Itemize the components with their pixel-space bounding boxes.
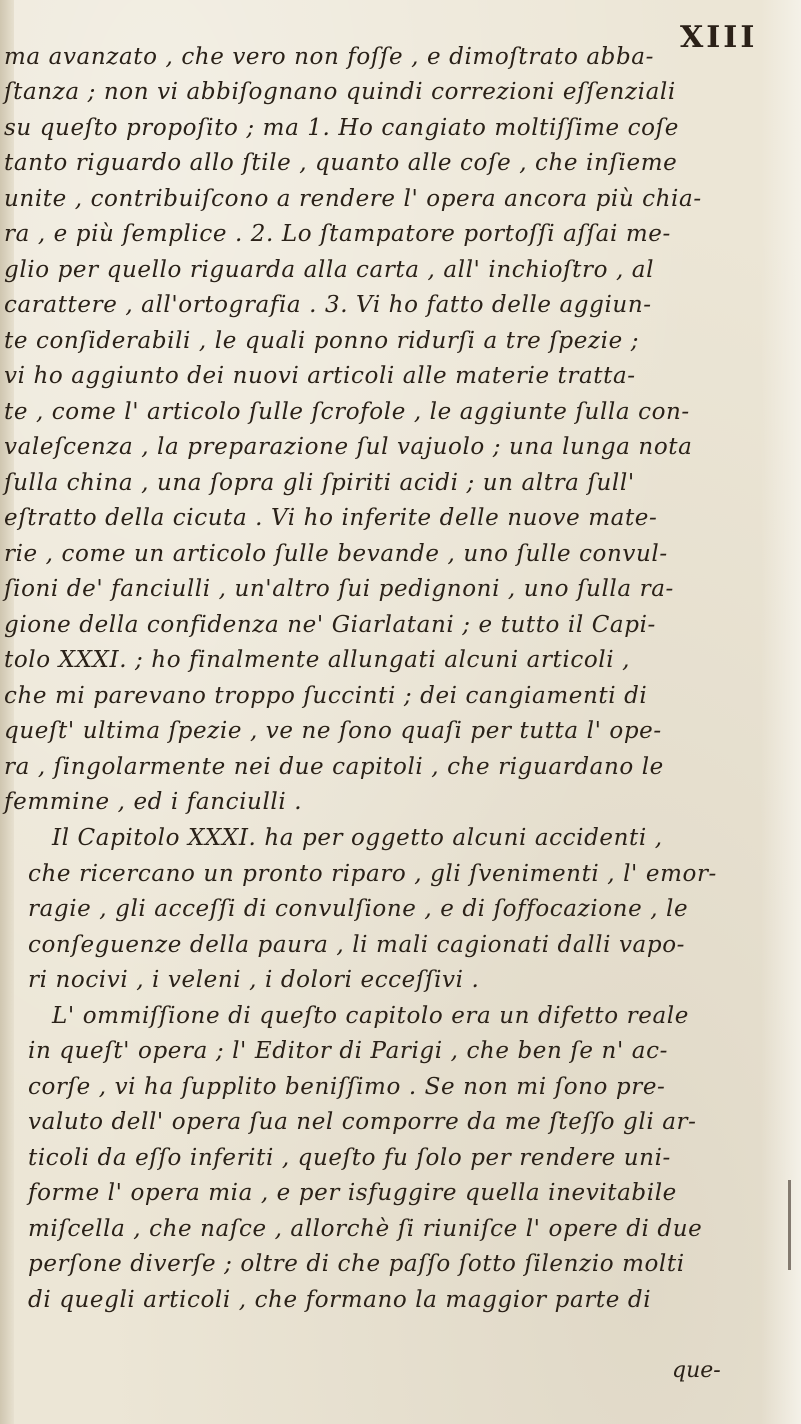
text-line: vi ho aggiunto dei nuovi articoli alle materie tratta- — [4, 363, 636, 389]
text-line: ſioni de' fanciulli , un'altro ſui pedignoni , uno ſulla ra- — [4, 576, 674, 602]
text-line: che mi parevano troppo ſuccinti ; dei cangiamenti di — [4, 683, 648, 709]
text-line: di quegli articoli , che formano la maggior parte di — [28, 1287, 652, 1313]
text-line: eſtratto della cicuta . Vi ho inferite delle nuove mate- — [4, 505, 658, 531]
paragraph-start-line: L' ommiſſione di queſto capitolo era un difetto reale — [52, 1003, 689, 1029]
text-line: ſtanza ; non vi abbiſognano quindi correzioni eſſenziali — [4, 79, 676, 105]
text-line: conſeguenze della paura , li mali cagionati dalli vapo- — [28, 932, 686, 958]
text-line: gione della confidenza ne' Giarlatani ; e tutto il Capi- — [4, 612, 656, 638]
text-line: corſe , vi ha ſupplito beniſſimo . Se non mi ſono pre- — [28, 1074, 666, 1100]
page-edge — [761, 0, 801, 1424]
text-line: rie , come un articolo ſulle bevande , uno ſulle convul- — [4, 541, 668, 567]
text-line: ma avanzato , che vero non foſſe , e dimoſtrato abba- — [4, 44, 654, 70]
text-line: te , come l' articolo ſulle ſcrofole , le aggiunte ſulla con- — [4, 399, 690, 425]
text-line: miſcella , che naſce , allorchè ſi riuniſce l' opere di due — [28, 1216, 703, 1242]
text-line: perſone diverſe ; oltre di che paſſo ſotto ſilenzio molti — [28, 1251, 685, 1277]
text-line: ri nocivi , i veleni , i dolori ecceſſivi . — [28, 967, 480, 993]
text-line: su queſto propoſito ; ma 1. Ho cangiato moltiſſime coſe — [4, 115, 679, 141]
text-line: che ricercano un pronto riparo , gli ſvenimenti , l' emor- — [28, 861, 717, 887]
text-line: tolo XXXI. ; ho finalmente allungati alcuni articoli , — [4, 647, 631, 673]
catchword: que- — [672, 1358, 721, 1383]
text-line: te conſiderabili , le quali ponno ridurſi a tre ſpezie ; — [4, 328, 640, 354]
book-gutter — [0, 0, 14, 1424]
text-line: unite , contribuiſcono a rendere l' opera ancora più chia- — [4, 186, 702, 212]
text-line: glio per quello riguarda alla carta , all' inchioſtro , al — [4, 257, 655, 283]
text-line: ragie , gli acceſſi di convulſione , e di ſoffocazione , le — [28, 896, 689, 922]
text-line: ra , ſingolarmente nei due capitoli , che riguardano le — [4, 754, 664, 780]
text-line: forme l' opera mia , e per isfuggire quella inevitabile — [28, 1180, 677, 1206]
text-line: femmine , ed i fanciulli . — [4, 789, 303, 815]
text-line: tanto riguardo allo ſtile , quanto alle coſe , che inſieme — [4, 150, 678, 176]
text-line: valeſcenza , la preparazione ſul vajuolo ; una lunga nota — [4, 434, 693, 460]
text-line: ſulla china , una ſopra gli ſpiriti acidi ; un altra ſull' — [4, 470, 635, 496]
text-line: valuto dell' opera ſua nel comporre da me ſteſſo gli ar- — [28, 1109, 697, 1135]
text-line: ra , e più ſemplice . 2. Lo ſtampatore portoſſi aſſai me- — [4, 221, 671, 247]
page-number: XIII — [680, 20, 758, 55]
text-line: in queſt' opera ; l' Editor di Parigi , che ben ſe n' ac- — [28, 1038, 668, 1064]
paragraph-start-line: Il Capitolo XXXI. ha per oggetto alcuni accidenti , — [52, 825, 663, 851]
margin-ink-mark — [788, 1180, 791, 1270]
text-line: queſt' ultima ſpezie , ve ne ſono quaſi per tutta l' ope- — [4, 718, 662, 744]
text-line: carattere , all'ortografia . 3. Vi ho fatto delle aggiun- — [4, 292, 652, 318]
text-line: ticoli da eſſo inferiti , queſto fu ſolo per rendere uni- — [28, 1145, 671, 1171]
